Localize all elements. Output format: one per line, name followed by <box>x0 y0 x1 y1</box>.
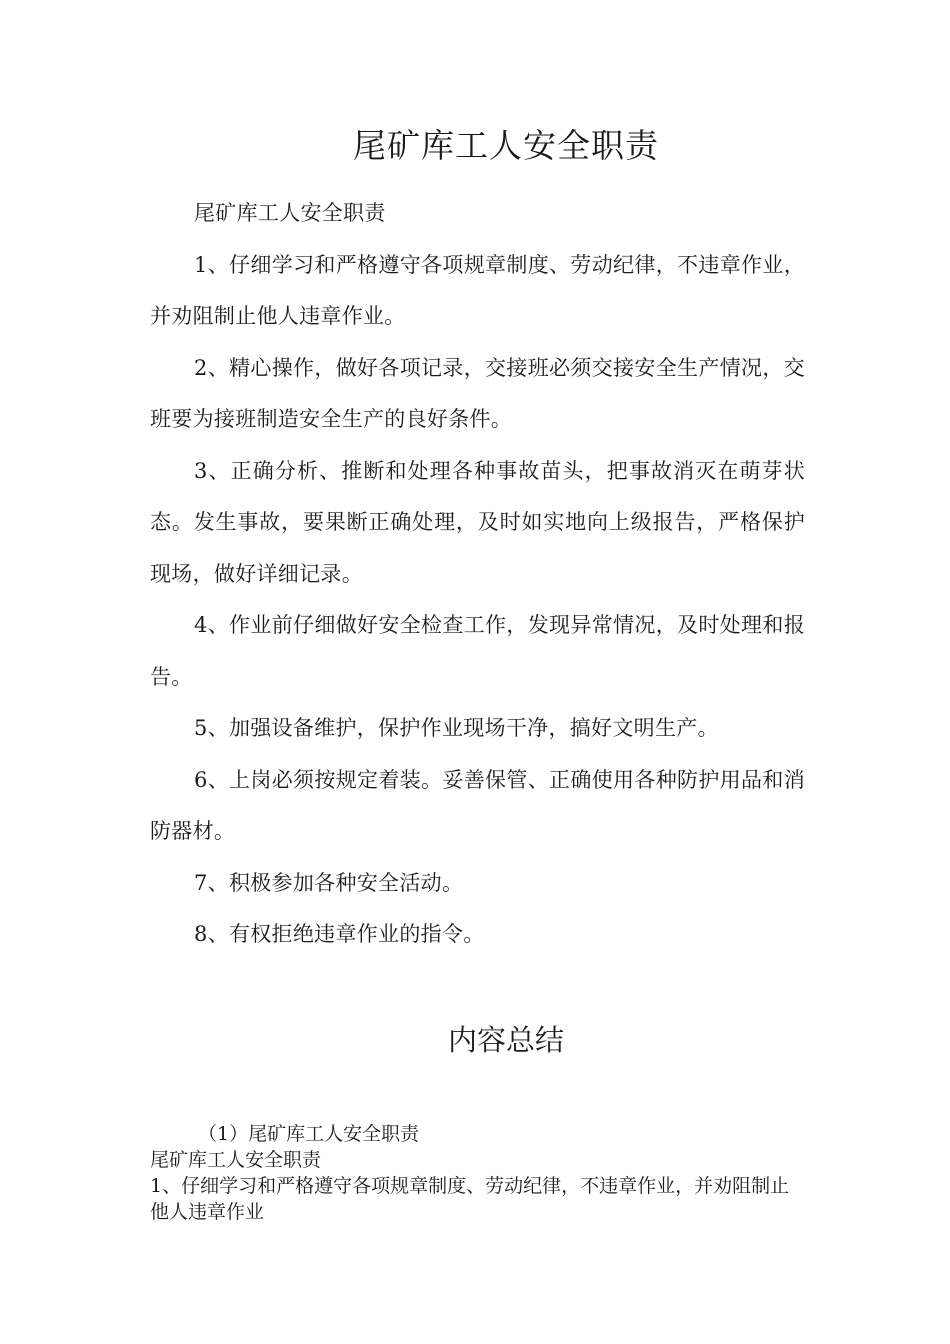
body-paragraph: 1、仔细学习和严格遵守各项规章制度、劳动纪律，不违章作业，并劝阻制止他人违章作业。 <box>150 252 805 328</box>
document-body <box>150 188 805 961</box>
summary-section <box>150 1121 790 1225</box>
summary-title: 内容总结 <box>447 1023 564 1057</box>
body-paragraph: 4、作业前仔细做好安全检查工作，发现异常情况，及时处理和报告。 <box>150 613 805 689</box>
body-paragraph: 8、有权拒绝违章作业的指令。 <box>194 922 485 946</box>
body-paragraph: 尾矿库工人安全职责 <box>194 201 386 225</box>
body-paragraph: 7、积极参加各种安全活动。 <box>194 870 464 895</box>
body-paragraph: 6、上岗必须按规定着装。妥善保管、正确使用各种防护用品和消防器材。 <box>150 767 805 843</box>
summary-line: 1、仔细学习和严格遵守各项规章制度、劳动纪律，不违章作业，并劝阻制止他人违章作业 <box>150 1175 790 1223</box>
body-paragraph: 2、精心操作，做好各项记录，交接班必须交接安全生产情况，交班要为接班制造安全生产的良好条件。 <box>150 355 805 431</box>
body-paragraph: 3、正确分析、推断和处理各种事故苗头，把事故消灭在萌芽状态。发生事故，要果断正确处理，及时如实地向上级报告，严格保护现场，做好详细记录。 <box>150 458 805 586</box>
document-title: 尾矿库工人安全职责 <box>353 126 659 165</box>
body-paragraph: 5、加强设备维护，保护作业现场干净，搞好文明生产。 <box>194 716 719 740</box>
summary-line: （1）尾矿库工人安全职责 <box>198 1123 420 1145</box>
summary-line: 尾矿库工人安全职责 <box>150 1149 322 1171</box>
